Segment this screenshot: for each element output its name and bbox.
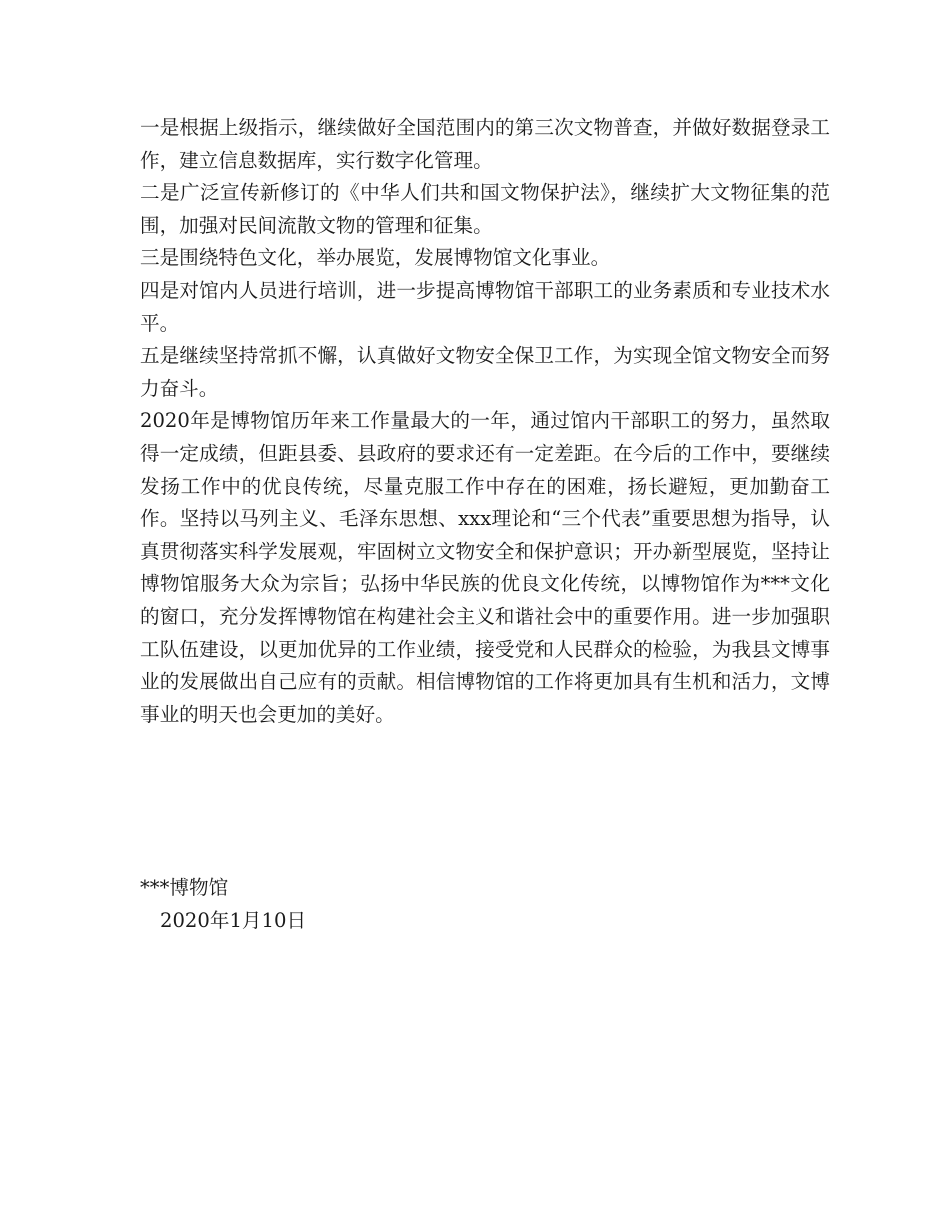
signature-organization: ***博物馆 — [140, 876, 229, 899]
work-plan-item-4: 四是对馆内人员进行培训，进一步提高博物馆干部职工的业务素质和专业技术水平。 — [140, 278, 830, 335]
work-plan-item-1: 一是根据上级指示，继续做好全国范围内的第三次文物普查，并做好数据登录工作，建立信息数据库，实行数字化管理。 — [140, 116, 830, 172]
summary-paragraph: 2020年是博物馆历年来工作量最大的一年，通过馆内干部职工的努力，虽然取得一定成绩，但距县委、县政府的要求还有一定差距。在今后的工作中，要继续发扬工作中的优良传统，尽量克服工作中存在的困难，扬长避短，更加勤奋工作。坚持以马列主义、毛泽东思想、xxx理论和“三个代表”重要思想为指导，认真贯彻落实科学发展观，牢固树立文物安全和保护意识；开办新型展览，坚持让博物馆服务大众为宗旨；弘扬中华民族的优良文化传统，以博物馆作为***文化的窗口，充分发挥博物馆在构建社会主义和谐社会中的重要作用。进一步加强职工队伍建设，以更加优异的工作业绩，接受党和人民群众的检验，为我县文博事业的发展做出自己应有的贡献。相信博物馆的工作将更加具有生机和活力，文博事业的明天也会更加的美好。 — [140, 409, 830, 726]
document-body — [140, 112, 830, 731]
work-plan-item-2: 二是广泛宣传新修订的《中华人们共和国文物保护法》，继续扩大文物征集的范围，加强对民间流散文物的管理和征集。 — [140, 181, 830, 237]
signature-date: 2020年1月10日 — [160, 909, 307, 932]
work-plan-item-3: 三是围绕特色文化，举办展览，发展博物馆文化事业。 — [140, 246, 611, 270]
work-plan-item-5: 五是继续坚持常抓不懈，认真做好文物安全保卫工作，为实现全馆文物安全而努力奋斗。 — [140, 344, 830, 400]
